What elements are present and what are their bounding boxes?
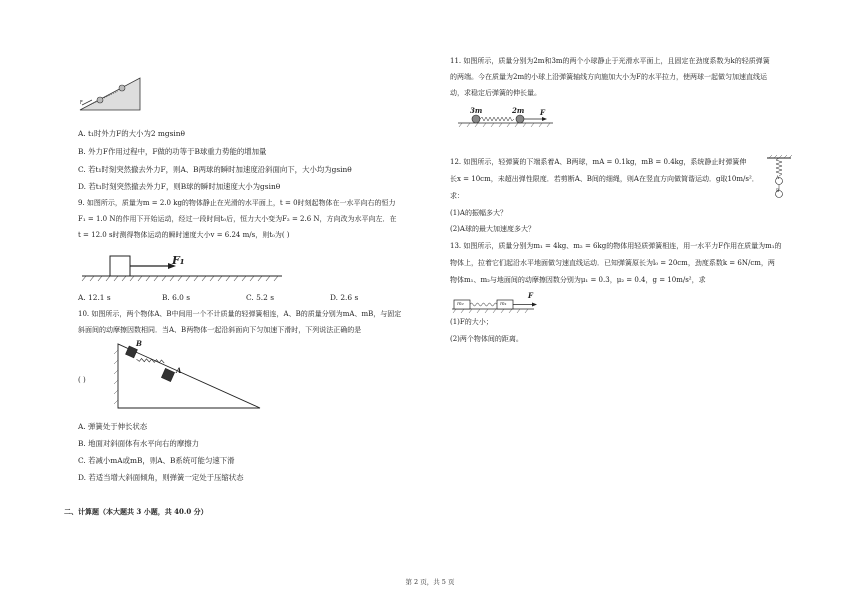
q12-hanging-spring-figure [765, 155, 795, 205]
q12-label-b: B [776, 189, 780, 194]
q11-label-f: F [540, 108, 545, 117]
q13-label-f: F [528, 291, 533, 300]
q11-label-2m: 2m [512, 106, 525, 115]
q10-text-line1: 10. 如图所示，两个物体A、B中间用一个不计质量的轻弹簧相连，A、B的质量分别为mA、mB，与固定 [78, 310, 402, 318]
q13-label-m2: m₂ [457, 301, 464, 307]
q10-incline-figure [108, 342, 268, 412]
q8-option-d: D. 若t₁时刻突然撤去外力F，则B球的瞬时加速度大小为gsinθ [78, 182, 281, 191]
q12-text-line2: 长x = 10cm，未超出弹性限度．若剪断A、B间的细绳，则A在竖直方向做简谐运动．g取10m/s²． [450, 175, 759, 183]
q10-option-c: C. 若减小mA或mB，则A、B系统可能匀速下滑 [78, 456, 235, 465]
q12-sub1: (1)A的振幅多大？ [450, 209, 507, 217]
q9-text-line2: F₁ = 1.0 N的作用下开始运动，经过一段时间t₀后，恒力大小变为F₂ = 2.6 N，方向改为水平向左．在 [78, 215, 397, 223]
q12-label-a: A [776, 176, 780, 181]
q9-text-line1: 9. 如图所示，质量为m = 2.0 kg的物体静止在光滑的水平面上，t = 0时刻起物体在一水平向右的恒力 [78, 199, 396, 207]
q12-text-line3: 求： [450, 192, 464, 200]
page-footer: 第 2 页，共 5 页 [405, 578, 455, 586]
q10-text-line2: 斜面间的动摩擦因数相同．当A、B两物体一起沿斜面向下匀加速下滑时，下列说法正确的是 [78, 326, 362, 334]
q9-text-line3: t = 12.0 s时测得物体运动的瞬时速度大小v = 6.24 m/s，则t₀为( ) [78, 231, 290, 239]
q8-incline-figure [78, 74, 168, 114]
q10-option-d: D. 若适当增大斜面倾角，则弹簧一定处于压缩状态 [78, 473, 244, 482]
q10-option-a: A. 弹簧处于伸长状态 [78, 422, 148, 431]
q10-label-b: B [136, 339, 142, 348]
q13-sub1: (1)F的大小； [450, 318, 493, 326]
q13-text-line3: 物体m₁、m₂与地面间的动摩擦因数分别为μ₁ = 0.3，μ₂ = 0.4，g = 10m/s²，求 [450, 276, 706, 284]
q9-option-b: B. 6.0 s [162, 293, 191, 302]
q10-label-a: A [176, 366, 182, 375]
q11-label-3m: 3m [470, 106, 483, 115]
q8-option-c: C. 若t₁时刻突然撤去外力F，则A、B两球的瞬时加速度沿斜面向下，大小均为gsinθ [78, 165, 352, 174]
q13-sub2: (2)两个物体间的距离。 [450, 335, 523, 343]
q11-text-line2: 的两端。今在质量为2m的小球上沿弹簧轴线方向施加大小为F的水平拉力，使两球一起做匀加速直线运 [450, 73, 767, 81]
q12-sub2: (2)A球的最大加速度多大？ [450, 225, 535, 233]
q10-option-b: B. 地面对斜面体有水平向右的摩擦力 [78, 439, 199, 448]
q9-option-d: D. 2.6 s [330, 293, 359, 302]
q11-text-line1: 11. 如图所示，质量分别为2m和3m的两个小球静止于光滑水平面上，且固定在劲度系数为k的轻质弹簧 [450, 57, 770, 65]
q13-text-line1: 13. 如图所示，质量分别为m₁ = 4kg、m₂ = 6kg的物体用轻质弹簧相连，用一水平力F作用在质量为m₁的 [450, 242, 782, 250]
q13-label-m1: m₁ [500, 301, 507, 307]
svg-text:F: F [80, 100, 83, 106]
q8-option-b: B. 外力F作用过程中，F做的功等于B球重力势能的增加量 [78, 147, 267, 156]
q9-force-label: F₁ [172, 254, 185, 267]
q9-option-c: C. 5.2 s [246, 293, 274, 302]
q9-option-a: A. 12.1 s [78, 293, 111, 302]
q10-answer-paren: ( ) [78, 376, 86, 384]
q12-text-line1: 12. 如图所示，轻弹簧的下端系着A、B两球，mA = 0.1kg，mB = 0.4kg，系统静止时弹簧伸 [450, 158, 747, 166]
q13-text-line2: 物体上，拉着它们起沿水平地面做匀速直线运动．已知弹簧原长为l₀ = 20cm，劲度系数k = 6N/cm，两 [450, 259, 775, 267]
q8-option-a: A. t₁时外力F的大小为2 mgsinθ [78, 129, 185, 138]
q11-text-line3: 动，求稳定后弹簧的伸长量。 [450, 89, 541, 97]
section-heading-calc: 二、计算题（本大题共 3 小题，共 40.0 分） [64, 507, 208, 516]
